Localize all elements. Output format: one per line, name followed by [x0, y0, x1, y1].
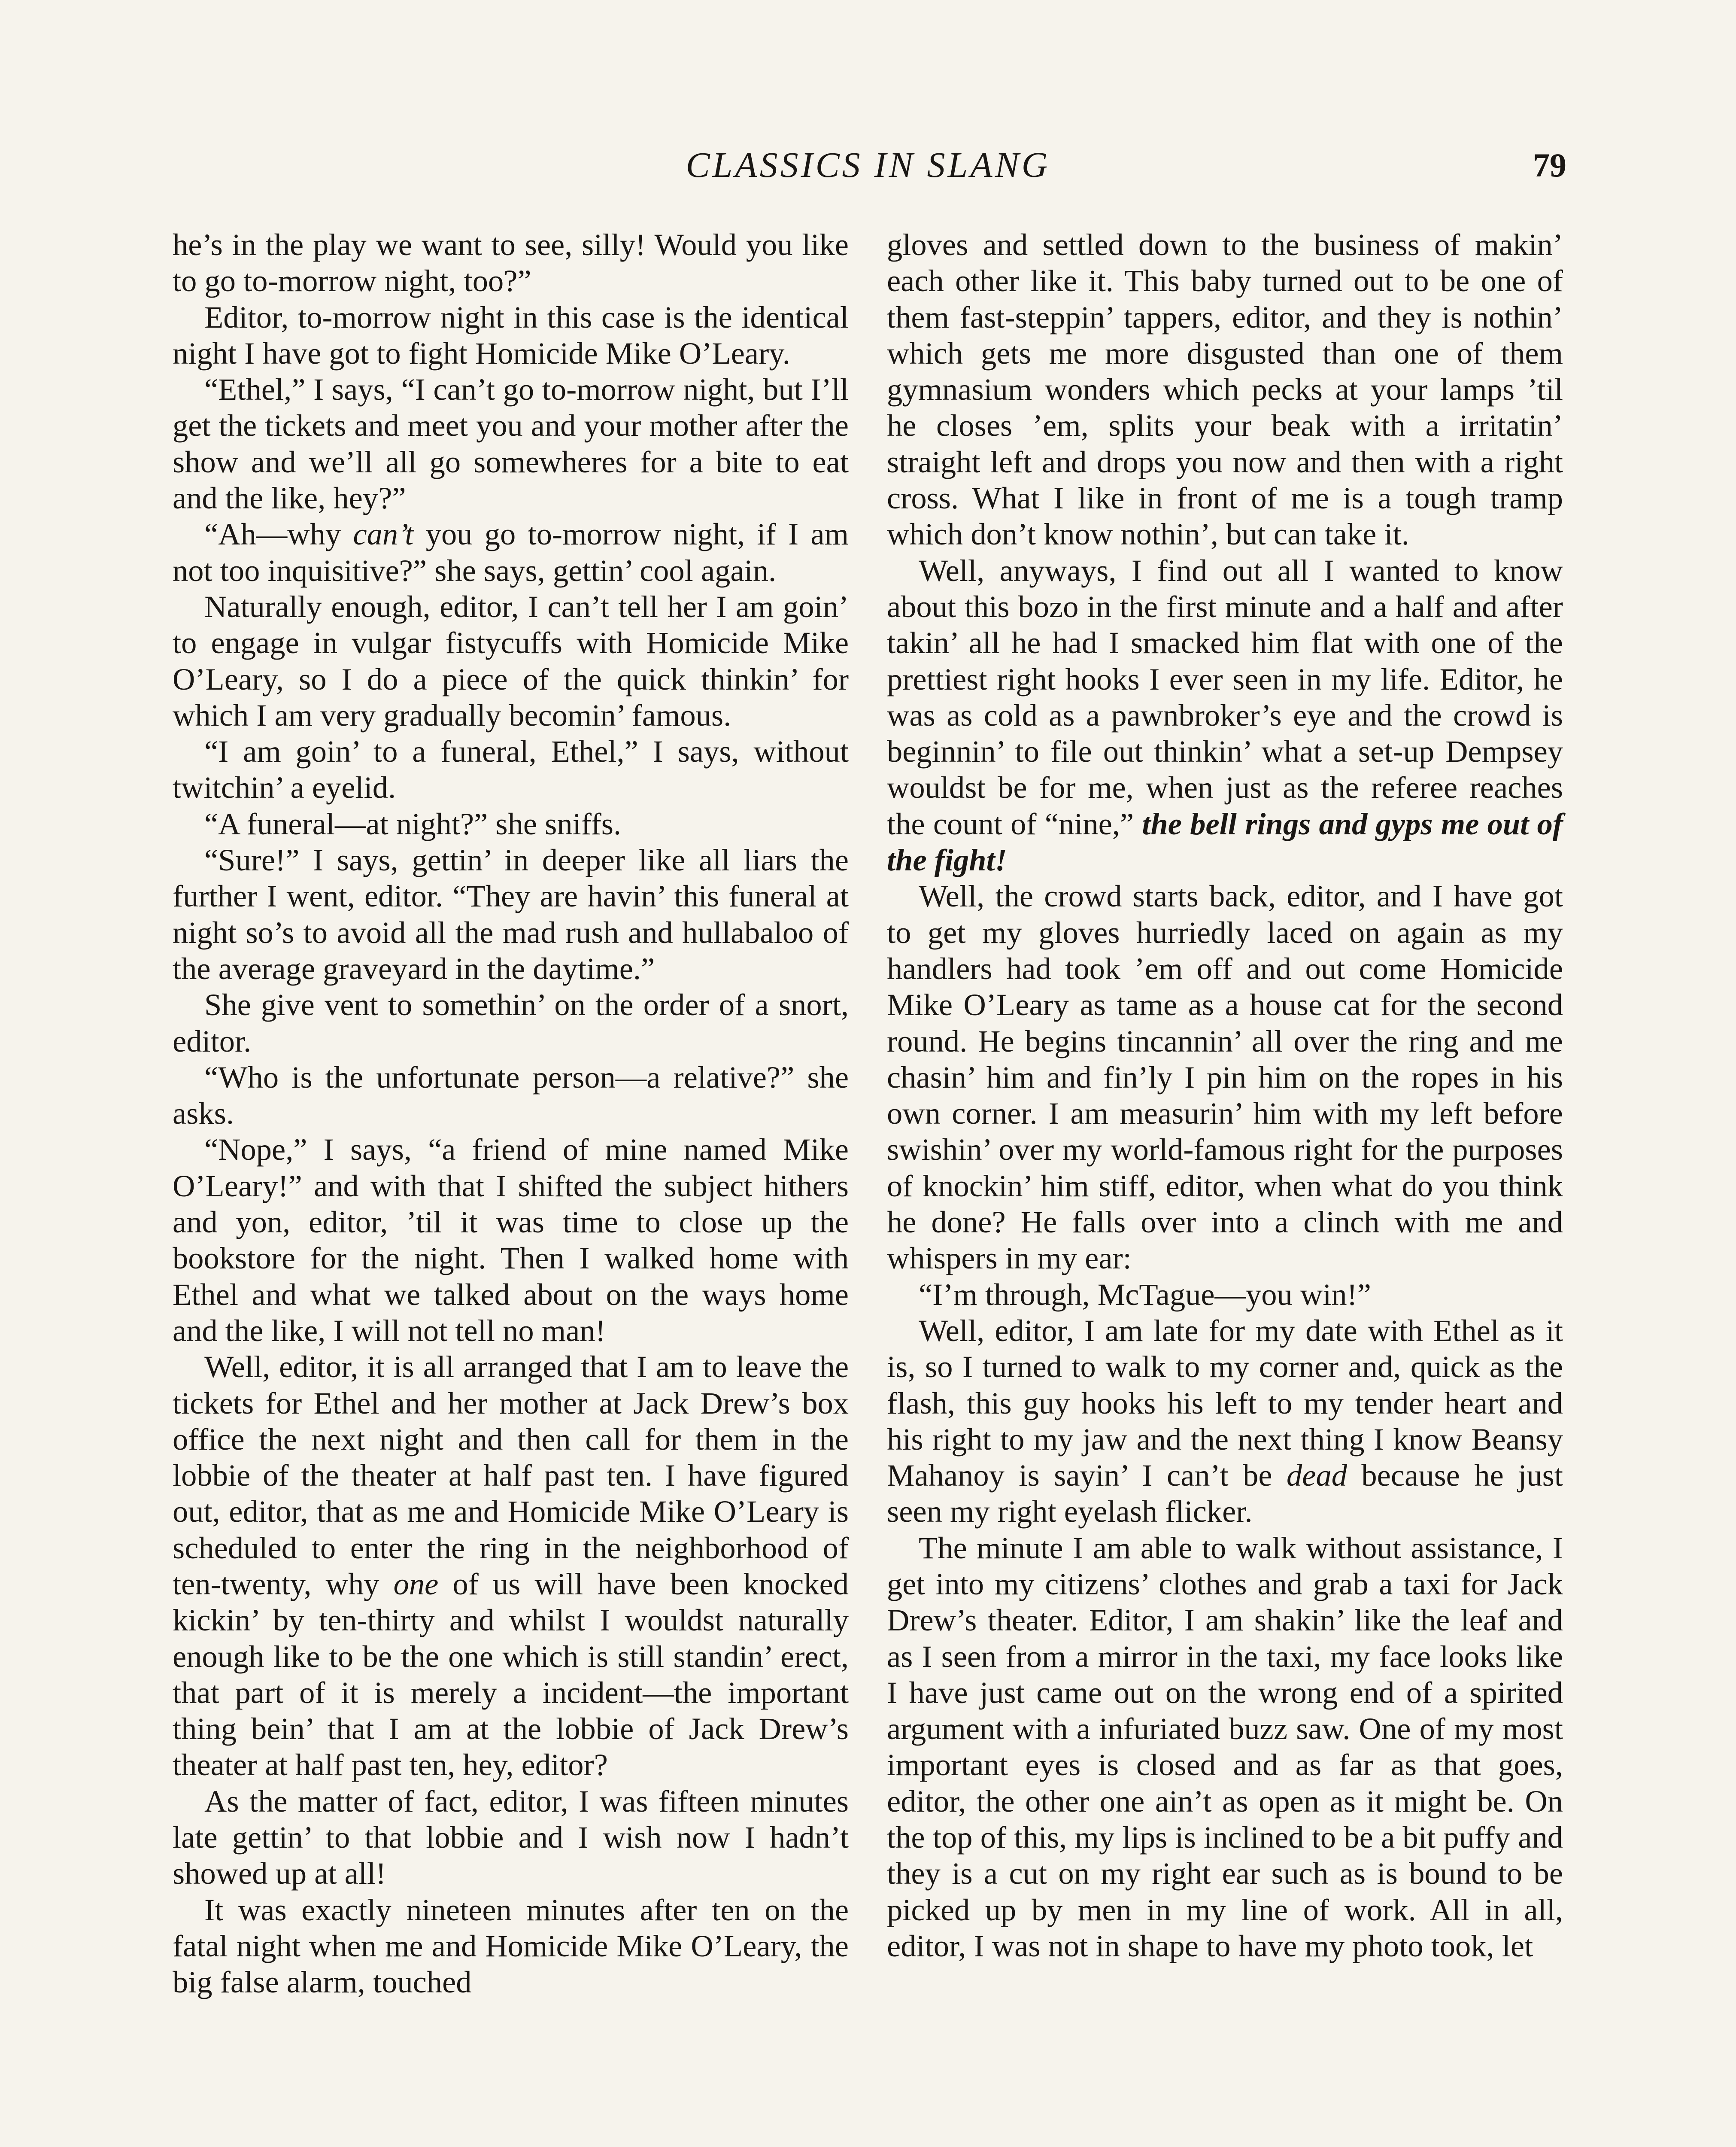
paragraph: Editor, to-morrow night in this case is the identical night I have got to fight Homicide Mike O’Leary. — [173, 299, 849, 371]
running-header — [0, 142, 1736, 189]
paragraph: Naturally enough, editor, I can’t tell her I am goin’ to engage in vulgar fistycuffs with Homicide Mike O’Leary, so I do a piece of the quick thinkin’ for which I am very gradually becomin’ famous. — [173, 589, 849, 733]
left-text-column — [173, 227, 849, 2001]
paragraph: Well, the crowd starts back, editor, and I have got to get my gloves hurriedly laced on again as my handlers had took ’em off and out come Homicide Mike O’Leary as tame as a house cat for the second round. He begins tincannin’ all over the ring and me chasin’ him and fin’ly I pin him on the ropes in his own corner. I am measurin’ him with my left before swishin’ over my world-famous right for the purposes of knockin’ him stiff, editor, when what do you think he done? He falls over into a clinch with me and whispers in my ear: — [887, 879, 1563, 1276]
text-run: because he just seen my right eyelash flicker. — [887, 1458, 1563, 1529]
paragraph: “I’m through, McTague—you win!” — [919, 1277, 1371, 1312]
paragraph: It was exactly nineteen minutes after ten on the fatal night when me and Homicide Mike O’Leary, the big false alarm, touched — [173, 1892, 849, 2000]
paragraph: “Ethel,” I says, “I can’t go to-morrow night, but I’ll get the tickets and meet you and your mother after the show and we’ll all go somewheres for a bite to eat and the like, hey?” — [173, 372, 849, 516]
paragraph: he’s in the play we want to see, silly! Would you like to go to-morrow night, too?” — [173, 227, 849, 298]
paragraph — [887, 1313, 1563, 1530]
paragraph: “A funeral—at night?” she sniffs. — [204, 806, 622, 841]
bold-italic-emphasis: the bell rings and gyps me out of the fight! — [887, 806, 1563, 878]
paragraph: The minute I am able to walk without assistance, I get into my citizens’ clothes and grab a taxi for Jack Drew’s theater. Editor, I am shakin’ like the leaf and as I seen from a mirror in the taxi, my face looks like I have just came out on the wrong end of a spirited argument with a infuriated buzz saw. One of my most important eyes is closed and as far as that goes, editor, the other one ain’t as open as it might be. On the top of this, my lips is inclined to be a bit puffy and they is a cut on my right ear such as is bound to be picked up by men in my line of work. All in all, editor, I was not in shape to have my photo took, let — [887, 1530, 1563, 1963]
italic-emphasis: one — [393, 1566, 439, 1601]
text-run: you go to-morrow night, if I am not too inquisitive?” she says, gettin’ cool again. — [173, 517, 849, 588]
paragraph: “Sure!” I says, gettin’ in deeper like all liars the further I went, editor. “They are havin’ this funeral at night so’s to avoid all the mad rush and hullabaloo of the average graveyard in the daytime.” — [173, 842, 849, 986]
italic-emphasis: dead — [1287, 1458, 1347, 1493]
text-run: Well, editor, it is all arranged that I am to leave the tickets for Ethel and her mother at Jack Drew’s box office the next night and then call for them in the lobbie of the theater at half past ten. I have figured out, editor, that as me and Homicide Mike O’Leary is scheduled to enter the ring in the neighborhood of ten-twenty, why — [173, 1349, 849, 1601]
italic-emphasis: can’t — [353, 517, 414, 552]
text-run: Well, editor, I am late for my date with Ethel as it is, so I turned to walk to my corner and, quick as the flash, this guy hooks his left to my tender heart and his right to my jaw and the next thing I know Beansy Mahanoy is sayin’ I can’t be — [887, 1313, 1563, 1493]
text-run: Well, anyways, I find out all I wanted to know about this bozo in the first minute and a half and after takin’ all he had I smacked him flat with one of the prettiest right hooks I ever seen in my life. Editor, he was as cold as a pawnbroker’s eye and the crowd is beginnin’ to file out thinkin’ what a set-up Dempsey wouldst be for me, when just as the referee reaches the count of “nine,” — [887, 553, 1563, 841]
paragraph: As the matter of fact, editor, I was fifteen minutes late gettin’ to that lobbie and I wish now I hadn’t showed up at all! — [173, 1783, 849, 1891]
paragraph: She give vent to somethin’ on the order of a snort, editor. — [173, 987, 849, 1058]
paragraph — [887, 553, 1563, 879]
paragraph: “I am goin’ to a funeral, Ethel,” I says, without twitchin’ a eyelid. — [173, 734, 849, 805]
paragraph: “Who is the unfortunate person—a relative?” she asks. — [173, 1059, 849, 1131]
text-run: of us will have been knocked kickin’ by ten-thirty and whilst I wouldst naturally enough like to be the one which is still standin’ erect, that part of it is merely a incident—the important thing bein’ that I am at the lobbie of Jack Drew’s theater at half past ten, hey, editor? — [173, 1566, 849, 1782]
paragraph — [173, 516, 849, 589]
right-text-column — [887, 227, 1563, 1964]
page-number: 79 — [1533, 146, 1566, 184]
text-run: “Ah—why — [204, 517, 353, 552]
paragraph — [173, 1349, 849, 1783]
paragraph: gloves and settled down to the business of makin’ each other like it. This baby turned out to be one of them fast-steppin’ tappers, editor, and they is nothin’ which gets me more disgusted than one of them gymnasium wonders which pecks at your lamps ’til he closes ’em, splits your beak with a irritatin’ straight left and drops you now and then with a right cross. What I like in front of me is a tough tramp which don’t know nothin’, but can take it. — [887, 227, 1563, 552]
running-title: CLASSICS IN SLANG — [686, 145, 1050, 185]
paragraph: “Nope,” I says, “a friend of mine named Mike O’Leary!” and with that I shifted the subject hithers and yon, editor, ’til it was time to close up the bookstore for the night. Then I walked home with Ethel and what we talked about on the ways home and the like, I will not tell no man! — [173, 1132, 849, 1348]
